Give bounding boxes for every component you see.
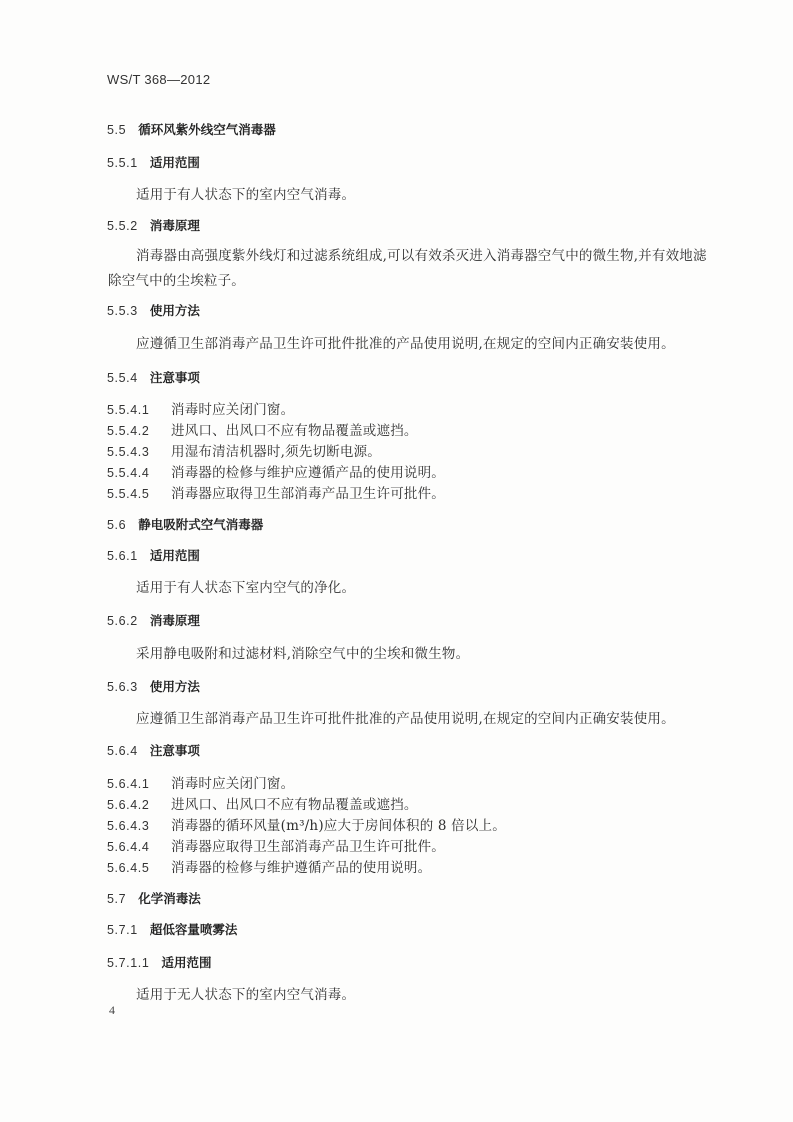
item-number: 5.6.4.5 <box>107 861 150 875</box>
item-text: 消毒器应取得卫生部消毒产品卫生许可批件。 <box>171 839 445 855</box>
section-heading <box>107 891 201 907</box>
subsection-heading <box>107 613 200 629</box>
list-item <box>107 860 431 876</box>
list-item <box>107 797 418 813</box>
paragraph: 消毒器由高强度紫外线灯和过滤系统组成,可以有效杀灭进入消毒器空气中的微生物,并有效地滤除空气中的尘埃粒子。 <box>108 248 707 289</box>
paragraph: 采用静电吸附和过滤材料,消除空气中的尘埃和微生物。 <box>136 646 470 662</box>
subsection-number: 5.5.3 <box>107 304 138 318</box>
subsection-number: 5.5.4 <box>107 371 138 385</box>
subsection-heading <box>107 679 200 695</box>
section-heading <box>107 517 263 533</box>
section-number: 5.5 <box>107 123 127 137</box>
subsubsection-title: 适用范围 <box>161 955 212 970</box>
item-text: 进风口、出风口不应有物品覆盖或遮挡。 <box>171 797 418 813</box>
subsection-number: 5.6.3 <box>107 680 138 694</box>
subsection-heading <box>107 548 200 564</box>
item-text: 消毒器的检修与维护应遵循产品的使用说明。 <box>171 465 445 481</box>
item-number: 5.5.4.4 <box>107 466 150 480</box>
item-number: 5.6.4.4 <box>107 840 150 854</box>
subsection-number: 5.6.4 <box>107 744 138 758</box>
item-text: 进风口、出风口不应有物品覆盖或遮挡。 <box>171 423 418 439</box>
standard-code-header: WS/T 368—2012 <box>107 72 211 87</box>
subsection-title: 超低容量喷雾法 <box>149 922 238 937</box>
subsection-number: 5.6.1 <box>107 549 138 563</box>
list-item <box>107 839 445 855</box>
list-item <box>107 465 445 481</box>
paragraph: 适用于无人状态下的室内空气消毒。 <box>136 987 356 1003</box>
list-item <box>107 444 381 460</box>
subsection-heading <box>107 218 200 234</box>
item-text: 用湿布清洁机器时,须先切断电源。 <box>171 444 381 460</box>
subsection-heading <box>107 303 200 319</box>
section-number: 5.7 <box>107 892 127 906</box>
section-title: 静电吸附式空气消毒器 <box>138 517 264 532</box>
subsection-title: 使用方法 <box>149 679 200 694</box>
list-item <box>107 423 418 439</box>
section-title: 循环风紫外线空气消毒器 <box>138 122 276 137</box>
item-number: 5.5.4.3 <box>107 445 150 459</box>
item-number: 5.5.4.1 <box>107 403 150 417</box>
item-number: 5.5.4.2 <box>107 424 150 438</box>
subsection-number: 5.6.2 <box>107 614 138 628</box>
subsection-title: 消毒原理 <box>149 613 200 628</box>
subsection-number: 5.5.2 <box>107 219 138 233</box>
subsection-title: 注意事项 <box>149 370 200 385</box>
page-number: 4 <box>109 1003 115 1017</box>
item-text: 消毒器的循环风量(m³/h)应大于房间体积的 8 倍以上。 <box>171 818 506 834</box>
item-number: 5.6.4.2 <box>107 798 150 812</box>
subsection-title: 消毒原理 <box>149 218 200 233</box>
subsection-title: 注意事项 <box>149 743 200 758</box>
item-text: 消毒时应关闭门窗。 <box>171 776 295 792</box>
list-item <box>107 402 294 418</box>
item-number: 5.6.4.1 <box>107 777 150 791</box>
item-text: 消毒器应取得卫生部消毒产品卫生许可批件。 <box>171 486 445 502</box>
section-heading <box>107 122 276 138</box>
subsection-title: 适用范围 <box>149 155 200 170</box>
section-title: 化学消毒法 <box>138 891 201 906</box>
paragraph: 适用于有人状态下室内空气的净化。 <box>136 580 356 596</box>
item-text: 消毒时应关闭门窗。 <box>171 402 295 418</box>
subsection-heading <box>107 922 237 938</box>
subsubsection-number: 5.7.1.1 <box>107 956 150 970</box>
list-item <box>107 486 445 502</box>
subsection-number: 5.7.1 <box>107 923 138 937</box>
paragraph: 应遵循卫生部消毒产品卫生许可批件批准的产品使用说明,在规定的空间内正确安装使用。 <box>136 336 675 352</box>
item-text: 消毒器的检修与维护遵循产品的使用说明。 <box>171 860 432 876</box>
subsection-title: 适用范围 <box>149 548 200 563</box>
subsection-heading <box>107 743 200 759</box>
item-number: 5.6.4.3 <box>107 819 150 833</box>
paragraph: 应遵循卫生部消毒产品卫生许可批件批准的产品使用说明,在规定的空间内正确安装使用。 <box>136 711 675 727</box>
subsection-heading <box>107 370 200 386</box>
section-number: 5.6 <box>107 518 127 532</box>
subsection-title: 使用方法 <box>149 303 200 318</box>
list-item <box>107 818 506 834</box>
paragraph: 适用于有人状态下的室内空气消毒。 <box>136 187 356 203</box>
subsubsection-heading <box>107 955 211 971</box>
item-number: 5.5.4.5 <box>107 487 150 501</box>
subsection-number: 5.5.1 <box>107 156 138 170</box>
list-item <box>107 776 294 792</box>
subsection-heading <box>107 155 200 171</box>
